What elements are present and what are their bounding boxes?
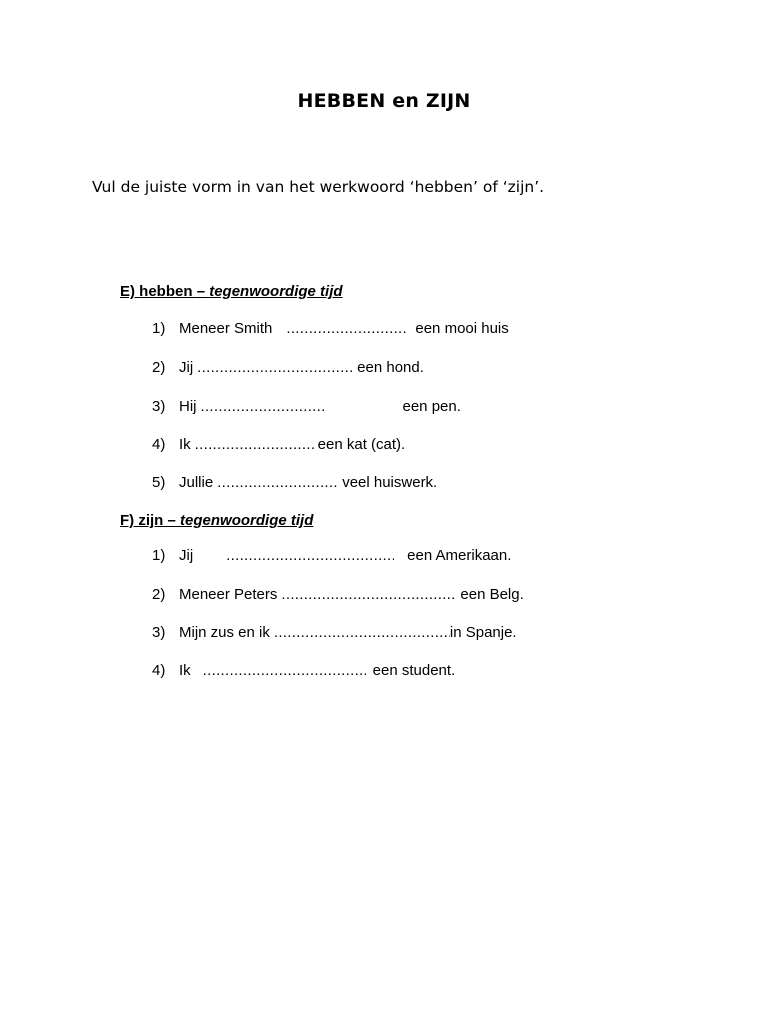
section-tense: tegenwoordige tijd [180,512,314,529]
item-rest: een student. [372,662,456,679]
exercise-item [152,473,437,493]
item-subject: Meneer Peters [179,586,278,603]
answer-blank[interactable] [203,661,366,681]
section-dash: – [196,283,206,300]
exercise-item [152,435,405,455]
section-letter: E) [120,283,135,300]
exercise-item [152,319,509,339]
section-verb: zijn [138,512,164,529]
item-subject: Hij [179,398,197,415]
page-title: HEBBEN en ZIJN [297,90,471,112]
item-subject: Mijn zus en ik [179,624,270,641]
item-rest: veel huiswerk. [342,474,438,491]
item-rest: een mooi huis [415,320,509,337]
item-number: 3) [152,624,166,641]
section-dash: – [167,512,176,529]
item-number: 1) [152,547,166,564]
item-rest: een kat (cat). [317,436,406,453]
item-number: 1) [152,320,166,337]
item-subject: Ik [179,662,191,679]
item-subject: Jij [179,547,194,564]
exercise-item [152,661,455,681]
answer-blank[interactable] [197,358,353,378]
exercise-item [152,585,524,605]
item-number: 4) [152,662,166,679]
section-tense: tegenwoordige tijd [209,283,343,300]
answer-blank[interactable] [226,546,394,566]
item-subject: Jij [179,359,194,376]
exercise-item [152,397,461,417]
item-number: 5) [152,474,166,491]
answer-blank[interactable] [217,473,338,493]
item-subject: Jullie [179,474,214,491]
item-rest: een hond. [357,359,424,376]
item-subject: Ik [179,436,191,453]
exercise-item [152,623,517,643]
item-number: 3) [152,398,166,415]
item-number: 2) [152,586,166,603]
answer-blank[interactable] [281,585,455,605]
item-subject: Meneer Smith [179,320,273,337]
section-heading-hebben [120,283,343,300]
section-letter: F) [120,512,135,529]
answer-blank[interactable] [195,435,315,455]
instruction-text: Vul de juiste vorm in van het werkwoord ‘hebben’ of ‘zijn’. [92,178,545,196]
answer-blank[interactable] [286,319,406,339]
answer-blank[interactable] [201,397,324,417]
exercise-item [152,358,424,378]
item-number: 4) [152,436,166,453]
answer-blank[interactable] [274,623,450,643]
item-rest: een pen. [402,398,461,415]
item-number: 2) [152,359,166,376]
item-rest: een Belg. [460,586,524,603]
item-rest: een Amerikaan. [407,547,512,564]
section-verb: hebben [139,283,193,300]
exercise-item [152,546,511,566]
item-rest: in Spanje. [449,624,517,641]
section-heading-zijn [120,512,313,529]
